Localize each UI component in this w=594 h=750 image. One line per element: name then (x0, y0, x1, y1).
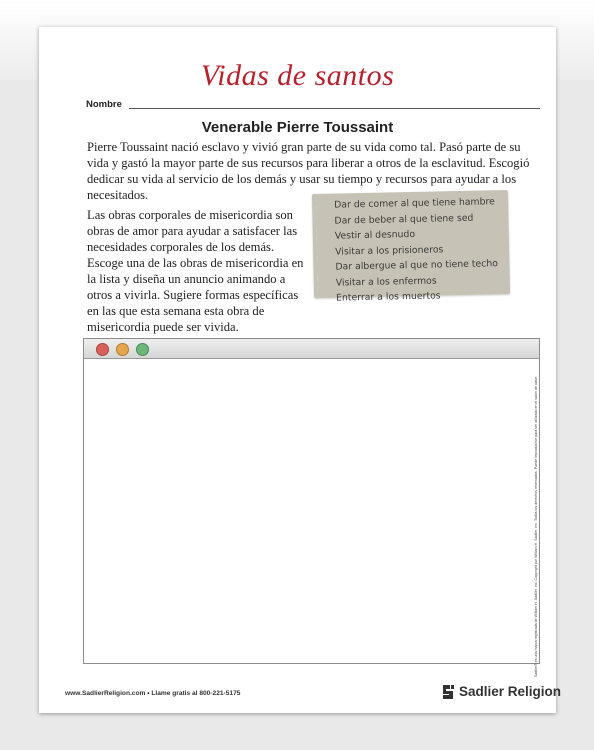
name-label: Nombre (86, 99, 122, 110)
list-item: Visitar a los prisioneros (335, 243, 444, 258)
footer-contact: www.SadlierReligion.com • Llame gratis al 800-221-5175 (65, 690, 241, 697)
instructions-paragraph: Las obras corporales de misericordia son obras de amor para ayudar a satisfacer las necesidades corporales de los demás. Escoge una de las obras de misericordia en la lista y diseña un anuncio animando a otros a vivirla. Sugiere formas específicas en las que esta semana esta obra de misericordia puede ser vivida. (87, 208, 304, 334)
intro-paragraph: Pierre Toussaint nació esclavo y vivió gran parte de su vida como tal. Pasó parte de su vida y gastó la mayor parte de sus recursos para liberar a otros de la esclavitud. Escogió dedicar su vida al servicio de los demás y usar su tiempo y recursos para ayudar a los necesitados. (87, 140, 530, 202)
logo-text: Sadlier Religion (459, 684, 562, 699)
list-item: Visitar a los enfermos (335, 274, 437, 289)
close-dot-icon (96, 343, 109, 356)
list-item: Dar de beber al que tiene sed (334, 212, 474, 227)
maximize-dot-icon (136, 343, 149, 356)
drawing-area[interactable] (84, 359, 539, 663)
works-of-mercy-list (312, 190, 510, 307)
worksheet-title: Vidas de santos (200, 59, 395, 92)
minimize-dot-icon (116, 343, 129, 356)
name-line (129, 108, 540, 109)
works-of-mercy-note (312, 190, 510, 304)
sadlier-s-icon (440, 683, 456, 701)
list-item: Vestir al desnudo (334, 228, 416, 242)
copyright-vertical: Sadlier® es una marca registrada de William H. Sadlier, Inc. Copyright por William H. Sadlier, Inc. Todos los derechos reservados. Puede reproducirse para ser utilizado en el salón de clase. (534, 375, 538, 677)
saint-heading: Venerable Pierre Toussaint (201, 119, 394, 136)
name-row (86, 97, 540, 113)
browser-window-drawing-area (83, 338, 540, 664)
list-item: Enterrar a los muertos (336, 290, 441, 304)
list-item: Dar de comer al que tiene hambre (334, 196, 495, 211)
worksheet-page (39, 27, 562, 713)
list-item: Dar albergue al que no tiene techo (335, 258, 499, 273)
window-title-bar (84, 339, 539, 359)
